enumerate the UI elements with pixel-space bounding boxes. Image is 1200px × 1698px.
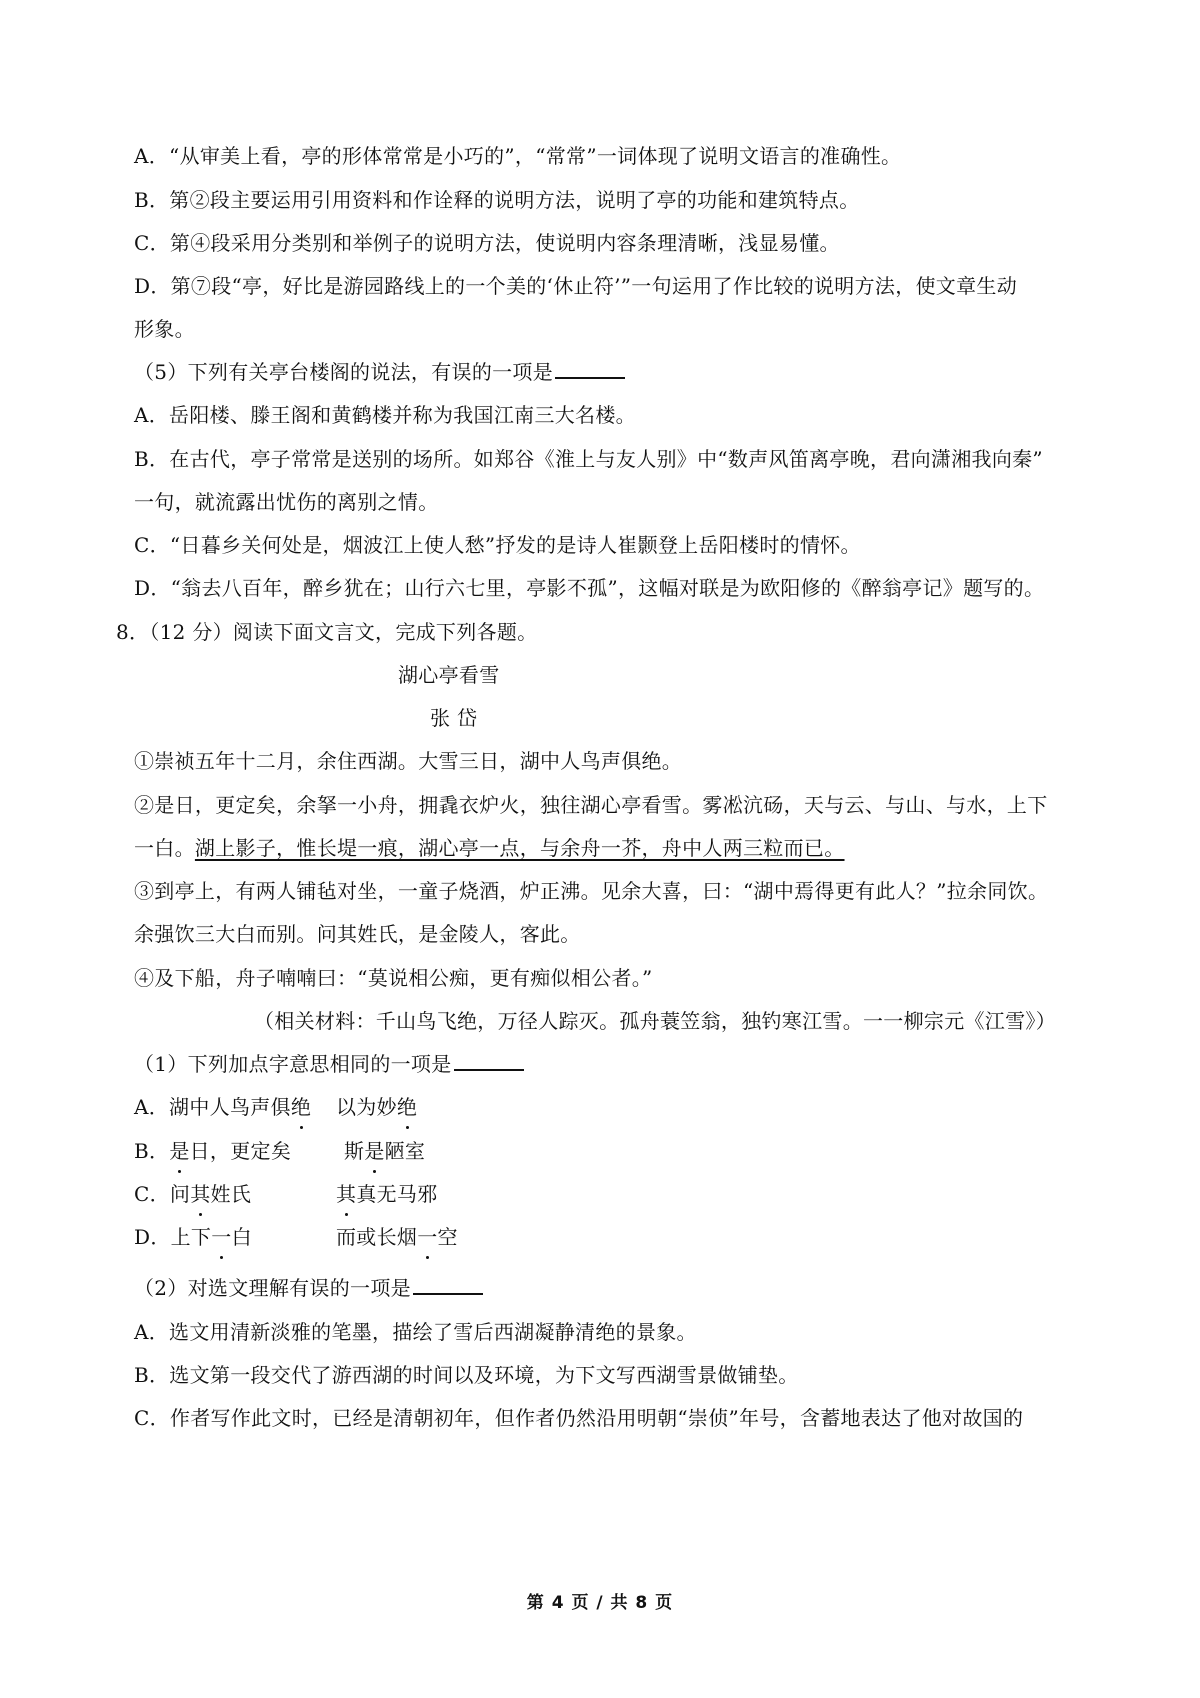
q7-option-c: C．第④段采用分类别和举例子的说明方法，使说明内容条理清晰，浅显易懂。	[134, 231, 840, 255]
q7-option-a: A．“从审美上看，亭的形体常常是小巧的”，“常常”一词体现了说明文语言的准确性。	[134, 144, 902, 168]
q8-1-option-b-left	[134, 1137, 291, 1165]
q8-2-option-b: B．选文第一段交代了游西湖的时间以及环境，为下文写西湖雪景做铺垫。	[134, 1363, 799, 1387]
q8-1-stem	[134, 1050, 524, 1078]
text: 姓氏	[210, 1182, 252, 1206]
page-footer: 第 4 页 / 共 8 页	[526, 1593, 674, 1613]
q7-5-option-c: C．“日暮乡关何处是，烟波江上使人愁”抒发的是诗人崔颢登上岳阳楼时的情怀。	[134, 533, 861, 557]
text: 空	[437, 1225, 458, 1249]
passage-text: 一白。	[134, 836, 195, 860]
text: 斯	[344, 1139, 365, 1163]
dotted-char: 其	[336, 1182, 357, 1206]
q8-2-option-c: C．作者写作此文时，已经是清朝初年，但作者仍然沿用明朝“崇侦”年号，含蓄地表达了他对故国的	[134, 1406, 1024, 1430]
passage-paragraph-2-line2	[134, 834, 845, 862]
passage-paragraph-1: ①崇祯五年十二月，余住西湖。大雪三日，湖中人鸟声俱绝。	[134, 749, 683, 773]
q7-option-d-line2: 形象。	[134, 317, 195, 341]
text: 而或长烟	[336, 1225, 418, 1249]
passage-author: 张 岱	[430, 706, 478, 730]
q8-2-option-a: A．选文用清新淡雅的笔墨，描绘了雪后西湖凝静清绝的景象。	[134, 1320, 697, 1344]
q8-1-option-c-left	[134, 1180, 251, 1208]
passage-paragraph-3-line2: 余强饮三大白而别。问其姓氏，是金陵人，客此。	[134, 922, 581, 946]
text: 以为妙	[336, 1095, 397, 1119]
passage-paragraph-4: ④及下船，舟子喃喃曰：“莫说相公痴，更有痴似相公者。”	[134, 966, 653, 990]
text: B．	[134, 1139, 170, 1163]
text: 陋室	[384, 1139, 426, 1163]
q7-option-b: B．第②段主要运用引用资料和作诠释的说明方法，说明了亭的功能和建筑特点。	[134, 188, 860, 212]
passage-paragraph-3-line1: ③到亭上，有两人铺毡对坐，一童子烧酒，炉正沸。见余大喜，曰：“湖中焉得更有此人？”拉余同饮。	[134, 879, 1049, 903]
related-material: （相关材料：千山鸟飞绝，万径人踪灭。孤舟蓑笠翁，独钓寒江雪。一一柳宗元《江雪》）	[254, 1009, 1056, 1033]
dotted-char: 绝	[396, 1095, 418, 1119]
text: 真无马邪	[356, 1182, 438, 1206]
q8-1-option-a-right	[336, 1093, 417, 1121]
q8-1-option-c-right	[336, 1180, 438, 1208]
q8-2-stem-text: （2）对选文理解有误的一项是	[134, 1276, 411, 1300]
q7-5-option-b-line1: B．在古代，亭子常常是送别的场所。如郑谷《淮上与友人别》中“数声风笛离亭晚，君向潇湘我向秦”	[134, 447, 1043, 471]
dotted-char: 是	[364, 1139, 385, 1163]
q8-2-stem	[134, 1274, 483, 1302]
q8-1-option-d-left	[134, 1223, 252, 1251]
text: 日，更定矣	[189, 1139, 292, 1163]
q7-5-stem	[134, 358, 625, 386]
dotted-char: 一	[417, 1225, 438, 1249]
passage-paragraph-2-line1: ②是日，更定矣，余拏一小舟，拥毳衣炉火，独往湖心亭看雪。雾凇沆砀，天与云、与山、与水，上下	[134, 793, 1048, 817]
passage-title: 湖心亭看雪	[398, 663, 500, 687]
q7-5-option-a: A．岳阳楼、滕王阁和黄鹤楼并称为我国江南三大名楼。	[134, 403, 636, 427]
dotted-char: 其	[190, 1182, 211, 1206]
answer-blank	[454, 1051, 524, 1071]
text: A．湖中人鸟声俱	[134, 1095, 291, 1119]
underlined-sentence: 湖上影子，惟长堤一痕，湖心亭一点，与余舟一芥，舟中人两三粒而已。	[194, 836, 845, 860]
text: C．问	[134, 1182, 191, 1206]
dotted-char: 绝	[290, 1095, 312, 1119]
text: 白	[231, 1225, 252, 1249]
q7-option-d-line1: D．第⑦段“亭，好比是游园路线上的一个美的‘休止符’”一句运用了作比较的说明方法，使文章生动	[134, 274, 1017, 298]
q7-5-option-d: D．“翁去八百年，醉乡犹在；山行六七里，亭影不孤”，这幅对联是为欧阳修的《醉翁亭记》题写的。	[134, 576, 1045, 600]
q7-5-stem-text: （5）下列有关亭台楼阁的说法，有误的一项是	[134, 360, 554, 384]
q8-1-stem-text: （1）下列加点字意思相同的一项是	[134, 1052, 452, 1076]
q8-1-option-d-right	[336, 1223, 458, 1251]
q7-5-option-b-line2: 一句，就流露出忧伤的离别之情。	[134, 490, 439, 514]
dotted-char: 是	[169, 1139, 190, 1163]
text: D．上下	[134, 1225, 212, 1249]
q8-stem: 8．（12 分）阅读下面文言文，完成下列各题。	[116, 620, 538, 644]
q8-1-option-a-left	[134, 1093, 311, 1121]
answer-blank	[555, 359, 625, 379]
q8-1-option-b-right	[344, 1137, 425, 1165]
answer-blank	[413, 1275, 483, 1295]
dotted-char: 一	[211, 1225, 232, 1249]
